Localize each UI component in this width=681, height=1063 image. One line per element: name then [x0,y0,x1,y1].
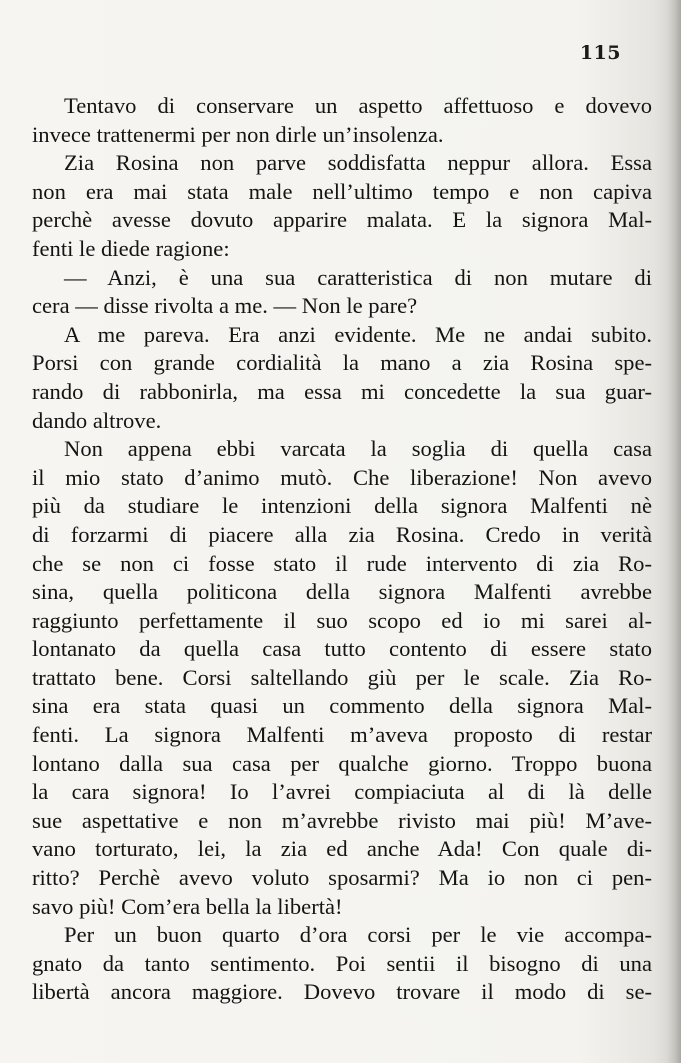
text-line: — Anzi, è una sua caratteristica di non mutare di [64,264,652,290]
body-text [32,92,652,1007]
text-line: Zia Rosina non parve soddisfatta neppur allora. Essa [64,150,652,176]
text-line: lontanato da quella casa tutto contento di essere stato [32,636,652,662]
text-line: perchè avesse dovuto apparire malata. E la signora Mal- [32,207,652,233]
text-line: savo più! Com’era bella la libertà! [32,893,343,919]
text-line: che se non ci fosse stato il rude intervento di zia Ro- [32,550,652,576]
text-line: più da studiare le intenzioni della signora Malfenti nè [32,493,652,519]
text-line: il mio stato d’animo mutò. Che liberazione! Non avevo [32,464,652,490]
text-line: Porsi con grande cordialità la mano a zia Rosina spe- [32,350,652,376]
text-line: non era mai stata male nell’ultimo tempo e non capiva [32,178,652,204]
page-number: 115 [579,42,621,64]
text-line: A me pareva. Era anzi evidente. Me ne andai subito. [64,321,652,347]
text-line: gnato da tanto sentimento. Poi sentii il bisogno di una [32,950,652,976]
text-line: vano torturato, lei, la zia ed anche Ada! Con quale di- [32,836,652,862]
text-line: di forzarmi di piacere alla zia Rosina. Credo in verità [32,521,652,547]
text-line: la cara signora! Io l’avrei compiaciuta al di là delle [32,779,652,805]
text-line: sina, quella politicona della signora Malfenti avrebbe [32,579,652,605]
text-line: lontano dalla sua casa per qualche giorno. Troppo buona [32,750,652,776]
page-binding-shadow [667,0,681,1063]
text-line: ritto? Perchè avevo voluto sposarmi? Ma io non ci pen- [32,865,652,891]
text-line: trattato bene. Corsi saltellando giù per le scale. Zia Ro- [32,664,652,690]
text-line: fenti. La signora Malfenti m’aveva proposto di restar [32,722,652,748]
text-line: fenti le diede ragione: [32,235,230,261]
text-line: dando altrove. [32,407,162,433]
text-line: sina era stata quasi un commento della signora Mal- [32,693,652,719]
text-line: Tentavo di conservare un aspetto affettuoso e dovevo [64,93,652,118]
text-line: libertà ancora maggiore. Dovevo trovare il modo di se- [32,979,652,1005]
text-line: sue aspettative e non m’avrebbe rivisto mai più! M’ave- [32,807,652,833]
text-line: Per un buon quarto d’ora corsi per le vie accompa- [64,922,652,948]
text-line: rando di rabbonirla, ma essa mi concedette la sua guar- [32,378,652,404]
text-line: invece trattenermi per non dirle un’insolenza. [32,121,444,147]
text-line: cera — disse rivolta a me. — Non le pare? [32,293,418,319]
text-line: raggiunto perfettamente il suo scopo ed io mi sarei al- [32,607,652,633]
text-line: Non appena ebbi varcata la soglia di quella casa [64,436,652,462]
